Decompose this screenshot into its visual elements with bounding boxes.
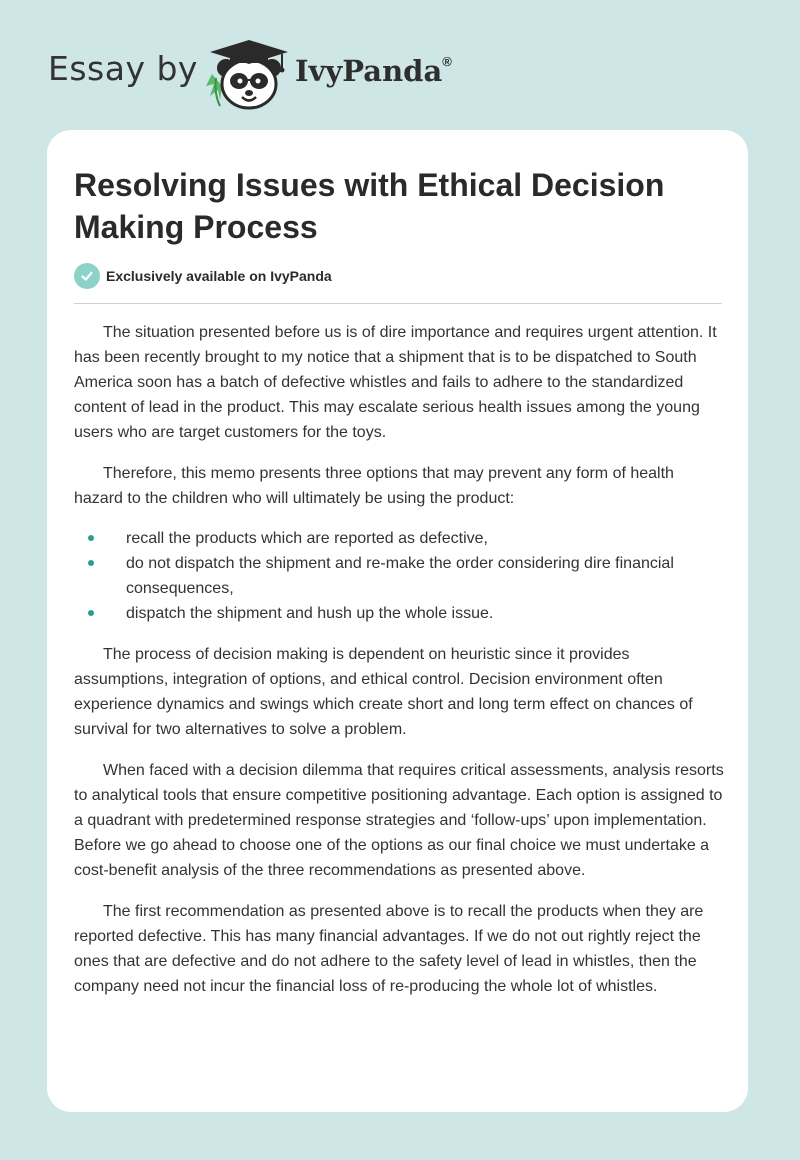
exclusive-label: Exclusively available on IvyPanda: [106, 268, 332, 284]
panda-logo-icon[interactable]: [202, 34, 292, 112]
paragraph: When faced with a decision dilemma that requires critical assessments, analysis resorts to analytical tools that ensure competitive positioning advantage. Each option is assigned to a quadrant with predetermined response strategies and ‘follow-ups’ upon implementation. Before we go ahead to choose one of the options as our final choice we must undertake a cost-benefit analysis of the three recommendations as presented above.: [74, 762, 724, 879]
article-card: [47, 130, 748, 1112]
essay-by-label: Essay by: [48, 49, 198, 88]
brand-name[interactable]: IvyPanda®: [295, 54, 452, 88]
site-header: [48, 34, 548, 114]
paragraph: Therefore, this memo presents three options that may prevent any form of health hazard to the children who will ultimately be using the product:: [74, 465, 674, 507]
bullet-icon: [88, 535, 94, 541]
page-title: Resolving Issues with Ethical Decision Making Process: [74, 167, 665, 245]
bullet-icon: [88, 560, 94, 566]
bullet-icon: [88, 610, 94, 616]
options-list: [74, 526, 724, 626]
list-item: recall the products which are reported as defective,: [74, 526, 724, 551]
list-item: do not dispatch the shipment and re-make the order considering dire financial consequences,: [74, 551, 724, 601]
list-item: dispatch the shipment and hush up the whole issue.: [74, 601, 724, 626]
article-body: [74, 320, 724, 1015]
check-icon: [74, 263, 100, 289]
paragraph: The situation presented before us is of dire importance and requires urgent attention. It has been recently brought to my notice that a shipment that is to be dispatched to South America soon has a batch of defective whistles and fails to adhere to the standardized content of lead in the product. This may escalate serious health issues among the young users who are target customers for the toys.: [74, 324, 717, 441]
divider: [74, 303, 722, 304]
paragraph: The process of decision making is dependent on heuristic since it provides assumptions, integration of options, and ethical control. Decision environment often experience dynamics and swings which create short and long term effect on chances of survival for two alternatives to solve a problem.: [74, 646, 693, 738]
paragraph: The first recommendation as presented above is to recall the products when they are reported defective. This has many financial advantages. If we do not out rightly reject the ones that are defective and do not adhere to the safety level of lead in whistles, then the company need not incur the financial loss of re-producing the whole lot of whistles.: [74, 903, 704, 995]
exclusive-badge: [74, 262, 332, 290]
